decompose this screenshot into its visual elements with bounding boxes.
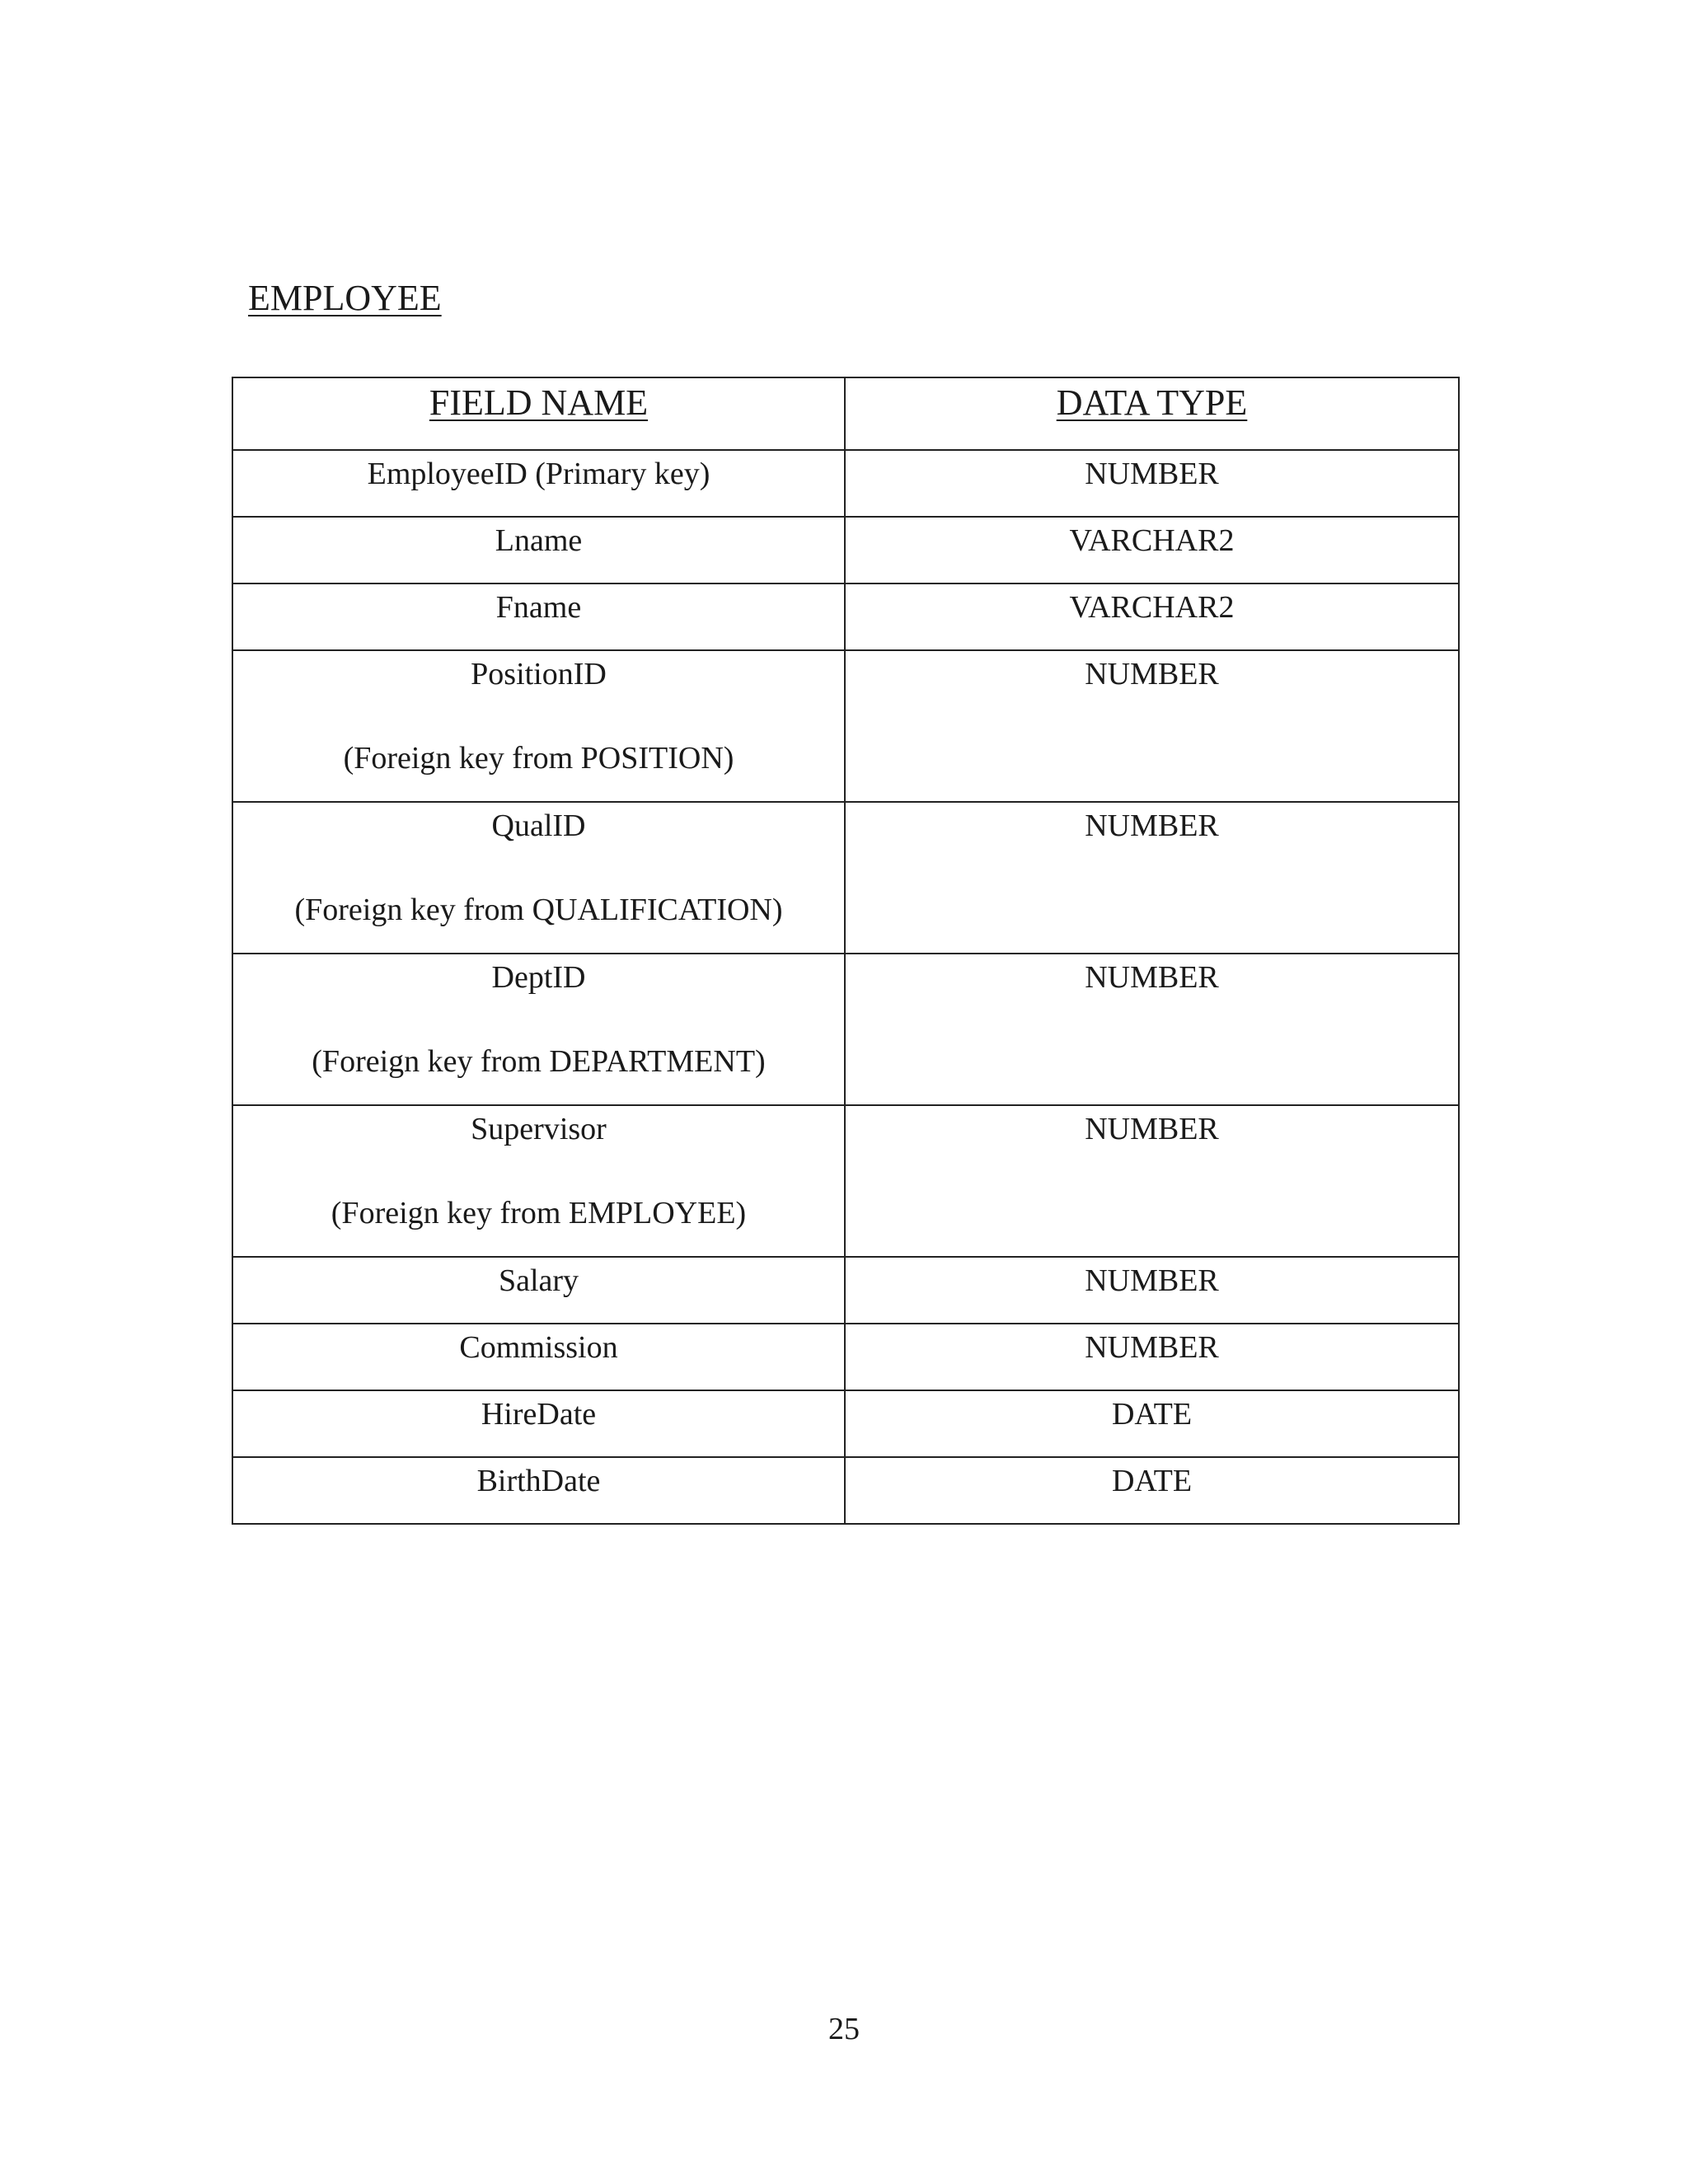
field-name-cell: HireDate [232, 1390, 845, 1457]
table-row [232, 802, 1459, 954]
data-type-cell: NUMBER [845, 954, 1459, 1105]
field-name-cell: QualID (Foreign key from QUALIFICATION) [232, 802, 845, 954]
data-type-cell: VARCHAR2 [845, 517, 1459, 583]
page-title: EMPLOYEE [248, 278, 442, 318]
field-name-cell: EmployeeID (Primary key) [232, 450, 845, 517]
table-row [232, 450, 1459, 517]
table-row [232, 1257, 1459, 1324]
table-row [232, 1457, 1459, 1524]
field-name-cell: Lname [232, 517, 845, 583]
field-name-header: FIELD NAME [232, 377, 845, 450]
foreign-key-note: (Foreign key from POSITION) [343, 740, 734, 776]
data-type-cell: NUMBER [845, 1105, 1459, 1257]
field-name-cell: BirthDate [232, 1457, 845, 1524]
field-name-cell: Salary [232, 1257, 845, 1324]
data-type-cell: NUMBER [845, 1324, 1459, 1390]
employee-schema-table [232, 377, 1460, 1525]
field-name-cell: PositionID (Foreign key from POSITION) [232, 650, 845, 802]
foreign-key-note: (Foreign key from QUALIFICATION) [294, 892, 783, 927]
data-type-header: DATA TYPE [845, 377, 1459, 450]
data-type-cell: VARCHAR2 [845, 583, 1459, 650]
data-type-cell: NUMBER [845, 650, 1459, 802]
data-type-cell: DATE [845, 1390, 1459, 1457]
table-header-row [232, 377, 1459, 450]
field-name-cell: Supervisor (Foreign key from EMPLOYEE) [232, 1105, 845, 1257]
table-row [232, 1105, 1459, 1257]
data-type-cell: NUMBER [845, 802, 1459, 954]
table-row [232, 1390, 1459, 1457]
table-row [232, 954, 1459, 1105]
table-row [232, 1324, 1459, 1390]
page-number: 25 [828, 2012, 860, 2046]
table-row [232, 650, 1459, 802]
foreign-key-note: (Foreign key from EMPLOYEE) [331, 1195, 747, 1230]
field-name-cell: Fname [232, 583, 845, 650]
data-type-cell: NUMBER [845, 450, 1459, 517]
table-row [232, 583, 1459, 650]
table-row [232, 517, 1459, 583]
field-name-cell: Commission [232, 1324, 845, 1390]
data-type-cell: NUMBER [845, 1257, 1459, 1324]
foreign-key-note: (Foreign key from DEPARTMENT) [312, 1043, 766, 1079]
data-type-cell: DATE [845, 1457, 1459, 1524]
field-name-cell: DeptID (Foreign key from DEPARTMENT) [232, 954, 845, 1105]
